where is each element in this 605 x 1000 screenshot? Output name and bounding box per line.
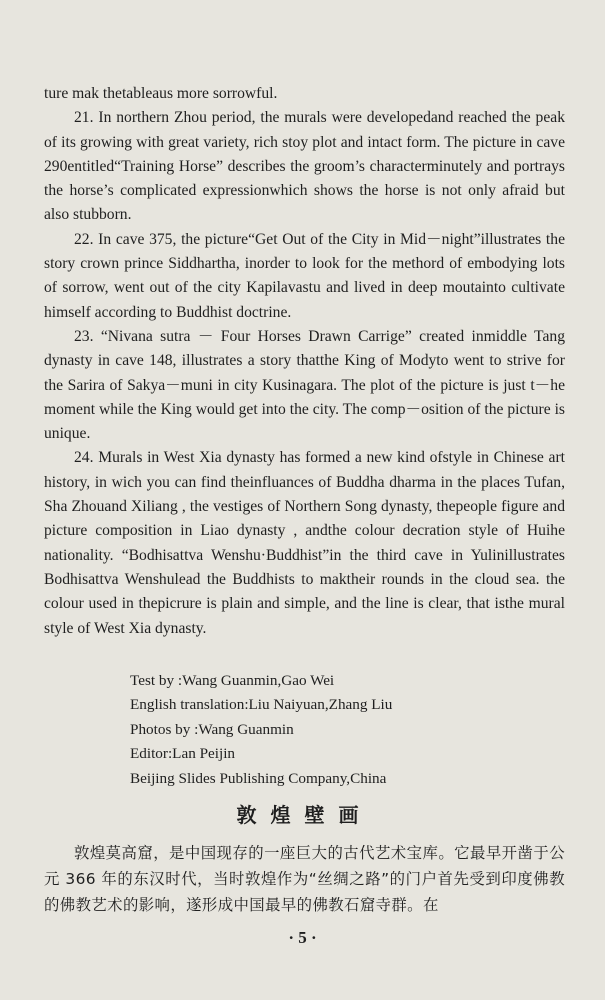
paragraph-21: 21. In northern Zhou period, the murals were developedand reached the peak of its growing with great variety, rich stoy plot and intact form. The picture in cave 290entitled“Training Horse” describes the groom’s characterminutely and portrays the horse’s complicated expressionwhich shows the horse is not only afraid but also stubborn. — [44, 109, 565, 224]
chinese-paragraph: 敦煌莫高窟，是中国现存的一座巨大的古代艺术宝库。它最早开凿于公元 366 年的东汉时代，当时敦煌作为“丝绸之路”的门户首先受到印度佛教的佛教艺术的影响，遂形成中国最早的佛教石窟寺群。在 — [44, 844, 565, 915]
page-number: · 5 · — [288, 928, 317, 947]
credits-block — [130, 669, 565, 792]
credit-publisher: Beijing Slides Publishing Company,China — [130, 769, 387, 787]
paragraph-24: 24. Murals in West Xia dynasty has formed a new kind ofstyle in Chinese art history, in wich you can find theinfluances of Buddha dharma in the places Tufan, Sha Zhouand Xiliang , the vestiges of Northern Song dynasty, thepeople figure and picture composition in Liao dynasty , andthe colour decration style of Huihe nationality. “Bodhisattva Wenshu·Buddhist”in the third cave in Yulinillustrates Bodhisattva Wenshulead the Buddhists to maktheir rounds in the cloud sea. the colour used in thepicrure is plain and simple, and the line is clear, that isthe mural style of West Xia dynasty. — [44, 449, 565, 637]
credit-photos: Photos by :Wang Guanmin — [130, 720, 294, 738]
paragraph-23: 23. “Nivana sutra － Four Horses Drawn Carrige” created inmiddle Tang dynasty in cave 148, illustrates a story thatthe King of Modyto went to strive for the Sarira of Sakya－muni in city Kusinagara. The plot of the picture is just t－he moment while the King would get into the city. The comp－osition of the picture is unique. — [44, 327, 565, 443]
paragraph-22: 22. In cave 375, the picture“Get Out of the City in Mid－night”illustrates the story crown prince Siddhartha, inorder to look for the methord of embodying lots of sorrow, went out of the city Kapilavastu and lived in deep moutainto cultivate himself according to Buddhist doctrine. — [44, 230, 565, 321]
credit-editor: Editor:Lan Peijin — [130, 745, 236, 763]
credit-translation: English translation:Liu Naiyuan,Zhang Liu — [130, 696, 393, 714]
chinese-section-title: 敦煌壁画 — [236, 803, 373, 828]
credit-text: Test by :Wang Guanmin,Gao Wei — [130, 671, 335, 689]
paragraph-continuation: ture mak thetableaus more sorrowful. — [44, 85, 278, 102]
